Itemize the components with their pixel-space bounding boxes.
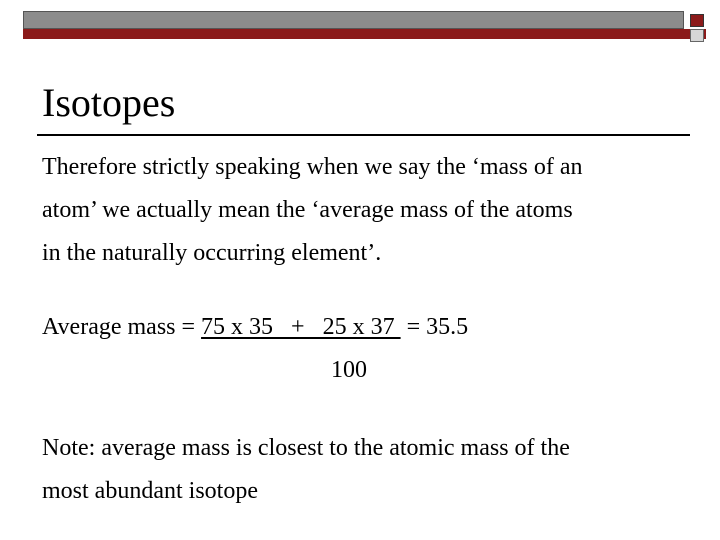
corner-square-bottom <box>690 29 704 42</box>
paragraph-line: in the naturally occurring element’. <box>42 240 382 266</box>
formula-numerator: 75 x 35 + 25 x 37 <box>201 314 401 340</box>
average-mass-formula <box>42 306 468 349</box>
corner-square-top <box>690 14 704 27</box>
header-grey-bar <box>23 11 684 29</box>
note-paragraph <box>42 427 570 513</box>
paragraph-line: most abundant isotope <box>42 478 258 504</box>
formula-denominator: 100 <box>331 357 367 383</box>
formula-label: Average mass = <box>42 314 202 340</box>
title-divider <box>37 134 690 136</box>
paragraph-average-mass-definition <box>42 146 582 275</box>
slide-title: Isotopes <box>42 80 176 125</box>
paragraph-line: atom’ we actually mean the ‘average mass of the atoms <box>42 197 573 223</box>
header-red-bar <box>23 29 706 39</box>
paragraph-line: Therefore strictly speaking when we say the ‘mass of an <box>42 154 583 180</box>
paragraph-line: Note: average mass is closest to the atomic mass of the <box>42 435 570 461</box>
formula-result: = 35.5 <box>400 314 469 340</box>
